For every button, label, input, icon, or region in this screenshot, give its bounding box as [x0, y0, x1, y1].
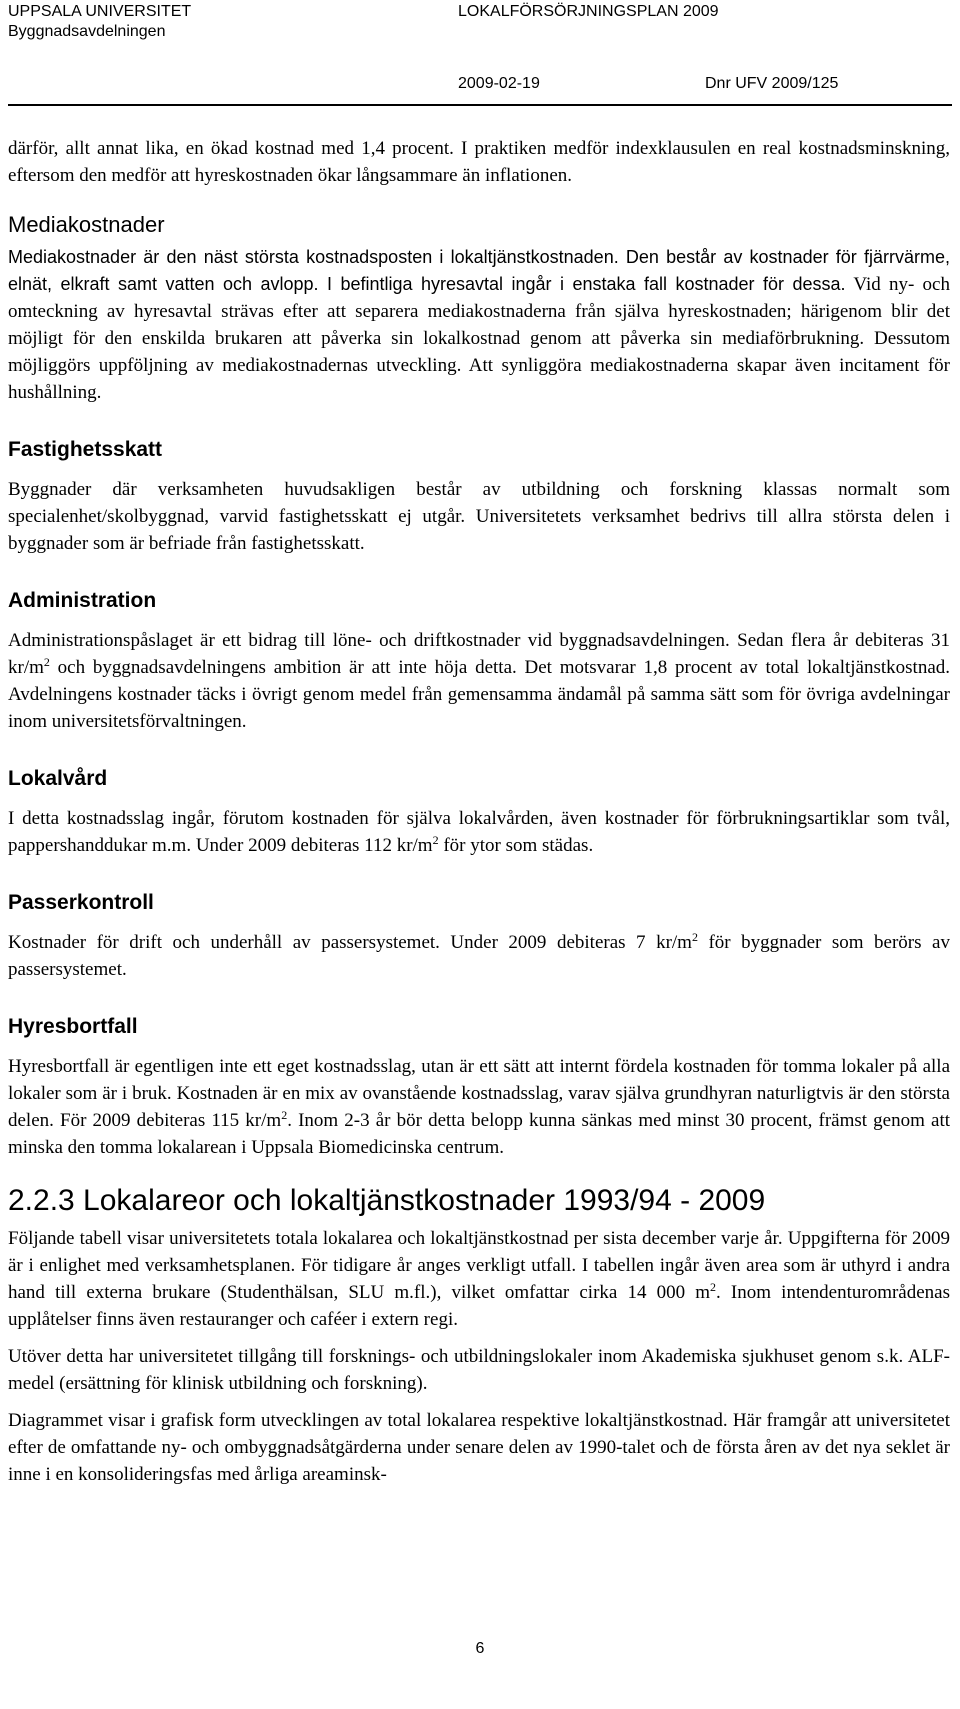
- intro-paragraph: därför, allt annat lika, en ökad kostnad med 1,4 procent. I praktiken medför indexklausulen en real kostnadsminskning, eftersom den medför att hyreskostnaden ökar långsammare än inflationen.: [8, 138, 950, 186]
- header-doc-title: LOKALFÖRSÖRJNINGSPLAN 2009: [458, 3, 719, 20]
- passerkontroll-paragraph: [8, 929, 950, 983]
- heading-administration: Administration: [8, 589, 157, 612]
- header-date: 2009-02-19: [458, 75, 540, 92]
- section-paragraph-1: [8, 1225, 950, 1333]
- heading-mediakostnader: Mediakostnader: [8, 212, 165, 237]
- heading-hyresbortfall: Hyresbortfall: [8, 1015, 138, 1038]
- header-divider: [8, 104, 952, 106]
- hyresbortfall-text-b: . Inom 2-3 år bör detta belopp kunna sänkas med minst 30 procent, främst genom att minska den tomma lokalarean i Uppsala Biomedicinska centrum.: [8, 1110, 950, 1158]
- superscript: 2: [710, 1280, 717, 1294]
- superscript: 2: [691, 930, 698, 944]
- fastighetsskatt-paragraph: Byggnader där verksamheten huvudsakligen består av utbildning och forskning klassas normalt som specialenhet/skolbyggnad, varvid fastighetsskatt ej utgår. Universitetets verksamhet bedrivs till allra största delen i byggnader som är befriade från fastighetsskatt.: [8, 479, 950, 554]
- superscript: 2: [281, 1108, 288, 1122]
- page-body: [8, 135, 950, 1488]
- passerkontroll-text-a: Kostnader för drift och underhåll av passersystemet. Under 2009 debiteras 7 kr/m: [8, 932, 692, 953]
- hyresbortfall-paragraph: [8, 1053, 950, 1161]
- passerkontroll-text-b: för byggnader som berörs av passersystemet.: [8, 932, 950, 980]
- heading-fastighetsskatt: Fastighetsskatt: [8, 438, 163, 461]
- superscript: 2: [432, 833, 439, 847]
- heading-lokalvard: Lokalvård: [8, 767, 108, 790]
- media-paragraph: [8, 244, 950, 406]
- hyresbortfall-text-a: Hyresbortfall är egentligen inte ett eget kostnadsslag, utan är ett sätt att internt fördela kostnaden för tomma lokaler på alla lokaler som är i bruk. Kostnaden är en mix av ovanstående kostnadsslag, varav själva grundhyran naturligtvis är den största delen. För 2009 debiteras 115 kr/m: [8, 1056, 950, 1131]
- section-paragraph-3: Diagrammet visar i grafisk form utvecklingen av total lokalarea respektive lokaltjänstkostnad. Här framgår att universitetet efter de omfattande ny- och ombyggnadsåtgärderna under senare delen av 1990-talet och de första åren av det nya seklet är inne i en konsolideringsfas med årliga areaminsk-: [8, 1410, 950, 1485]
- administration-paragraph: [8, 627, 950, 735]
- lokalvard-paragraph: [8, 805, 950, 859]
- superscript: 2: [43, 655, 50, 669]
- heading-passerkontroll: Passerkontroll: [8, 891, 154, 914]
- section-p1-text-a: Följande tabell visar universitetets totala lokalarea och lokaltjänstkostnad per sista december varje år. Uppgifterna för 2009 är i enlighet med verksamhetsplanen. För tidigare år anges verkligt utfall. I tabellen ingår även area som är uthyrd i andra hand till externa brukare (Studenthälsan, SLU m.fl.), vilket omfattar cirka 14 000 m: [8, 1228, 950, 1303]
- lokalvard-text-a: I detta kostnadsslag ingår, förutom kostnaden för själva lokalvården, även kostnader för förbrukningsartiklar som tvål, pappershanddukar m.m. Under 2009 debiteras 112 kr/m: [8, 808, 950, 856]
- section-paragraph-2: Utöver detta har universitetet tillgång till forsknings- och utbildningslokaler inom Akademiska sjukhuset genom s.k. ALF-medel (ersättning för klinisk utbildning och forskning).: [8, 1346, 950, 1394]
- header-org: UPPSALA UNIVERSITET: [8, 3, 192, 20]
- media-sans-text: Mediakostnader är den näst största kostnadsposten i lokaltjänstkostnaden. Den består av kostnader för fjärrvärme, elnät, elkraft samt vatten och avlopp. I befintliga hyresavtal ingår i enstaka fall kostnader för dessa.: [8, 247, 950, 294]
- page-number: 6: [475, 1640, 485, 1657]
- media-serif-text: Vid ny- och omteckning av hyresavtal strävas efter att separera mediakostnaderna från själva hyreskostnaden; härigenom blir det möjligt för den enskilda brukaren att påverka sin lokalkostnad genom att påverka sin mediaförbrukning. Dessutom möjliggörs uppföljning av mediakostnadernas utveckling. Att synliggöra mediakostnaderna skapar även incitament för hushållning.: [8, 274, 950, 403]
- header-dept: Byggnadsavdelningen: [8, 23, 166, 40]
- section-p1-text-b: . Inom intendenturområdenas upplåtelser finns även restauranger och caféer i extern regi.: [8, 1282, 950, 1330]
- administration-text-a: Administrationspåslaget är ett bidrag till löne- och driftkostnader vid byggnadsavdelningen. Sedan flera år debiteras 31 kr/m: [8, 630, 950, 678]
- section-heading: 2.2.3 Lokalareor och lokaltjänstkostnader 1993/94 - 2009: [8, 1184, 766, 1217]
- header-dnr: Dnr UFV 2009/125: [705, 75, 839, 92]
- administration-text-b: och byggnadsavdelningens ambition är att inte höja detta. Det motsvarar 1,8 procent av total lokaltjänstkostnad. Avdelningens kostnader täcks i övrigt genom medel från gemensamma ändamål på samma sätt som för övriga avdelningar inom universitetsförvaltningen.: [8, 657, 950, 732]
- lokalvard-text-b: för ytor som städas.: [438, 835, 594, 856]
